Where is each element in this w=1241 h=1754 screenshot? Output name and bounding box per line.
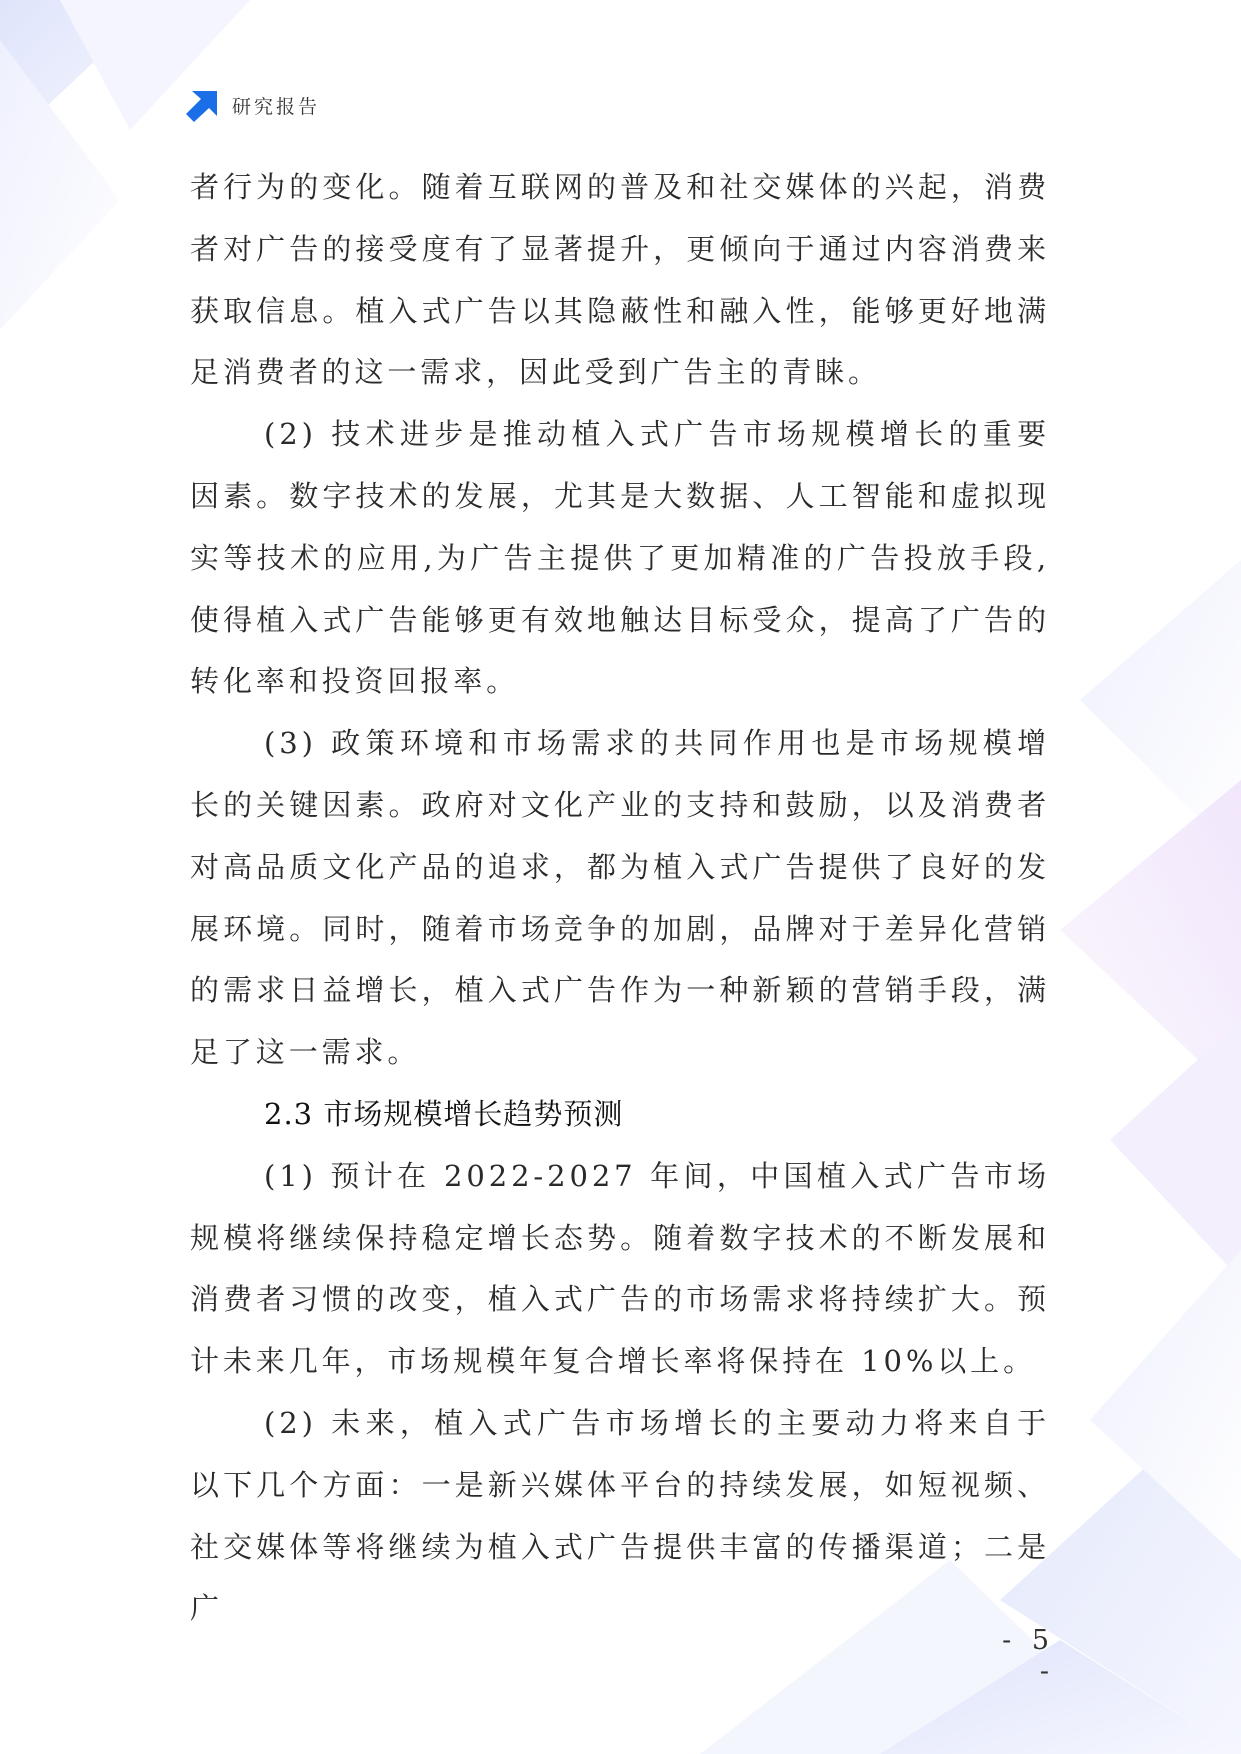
- paragraph: (2) 未来，植入式广告市场增长的主要动力将来自于以下几个方面：一是新兴媒体平台的持续发展，如短视频、社交媒体等将继续为植入式广告提供丰富的传播渠道；二是广: [190, 1405, 1050, 1626]
- arrow-up-right-icon: [186, 88, 220, 122]
- header-title: 研究报告: [232, 95, 321, 118]
- document-body: [190, 157, 1050, 1640]
- section-heading: 2.3 市场规模增长趋势预测: [264, 1096, 624, 1131]
- paragraph: 者行为的变化。随着互联网的普及和社交媒体的兴起，消费者对广告的接受度有了显著提升，更倾向于通过内容消费来获取信息。植入式广告以其隐蔽性和融入性，能够更好地满足消费者的这一需求，因此受到广告主的青睐。: [190, 170, 1050, 390]
- paragraph: (2) 技术进步是推动植入式广告市场规模增长的重要因素。数字技术的发展，尤其是大数据、人工智能和虚拟现实等技术的应用,为广告主提供了更加精准的广告投放手段,使得植入式广告能够更有效地触达目标受众，提高了广告的转化率和投资回报率。: [190, 417, 1050, 699]
- paragraph: (1) 预计在 2022-2027 年间，中国植入式广告市场规模将继续保持稳定增长态势。随着数字技术的不断发展和消费者习惯的改变，植入式广告的市场需求将持续扩大。预计未来几年，市场规模年复合增长率将保持在 10%以上。: [190, 1158, 1050, 1379]
- paragraph: (3) 政策环境和市场需求的共同作用也是市场规模增长的关键因素。政府对文化产业的支持和鼓励，以及消费者对高品质文化产品的追求，都为植入式广告提供了良好的发展环境。同时，随着市场竞争的加剧，品牌对于差异化营销的需求日益增长，植入式广告作为一种新颖的营销手段，满足了这一需求。: [190, 726, 1050, 1070]
- page-number: - 5 -: [1002, 1625, 1055, 1687]
- page-header: [186, 88, 320, 122]
